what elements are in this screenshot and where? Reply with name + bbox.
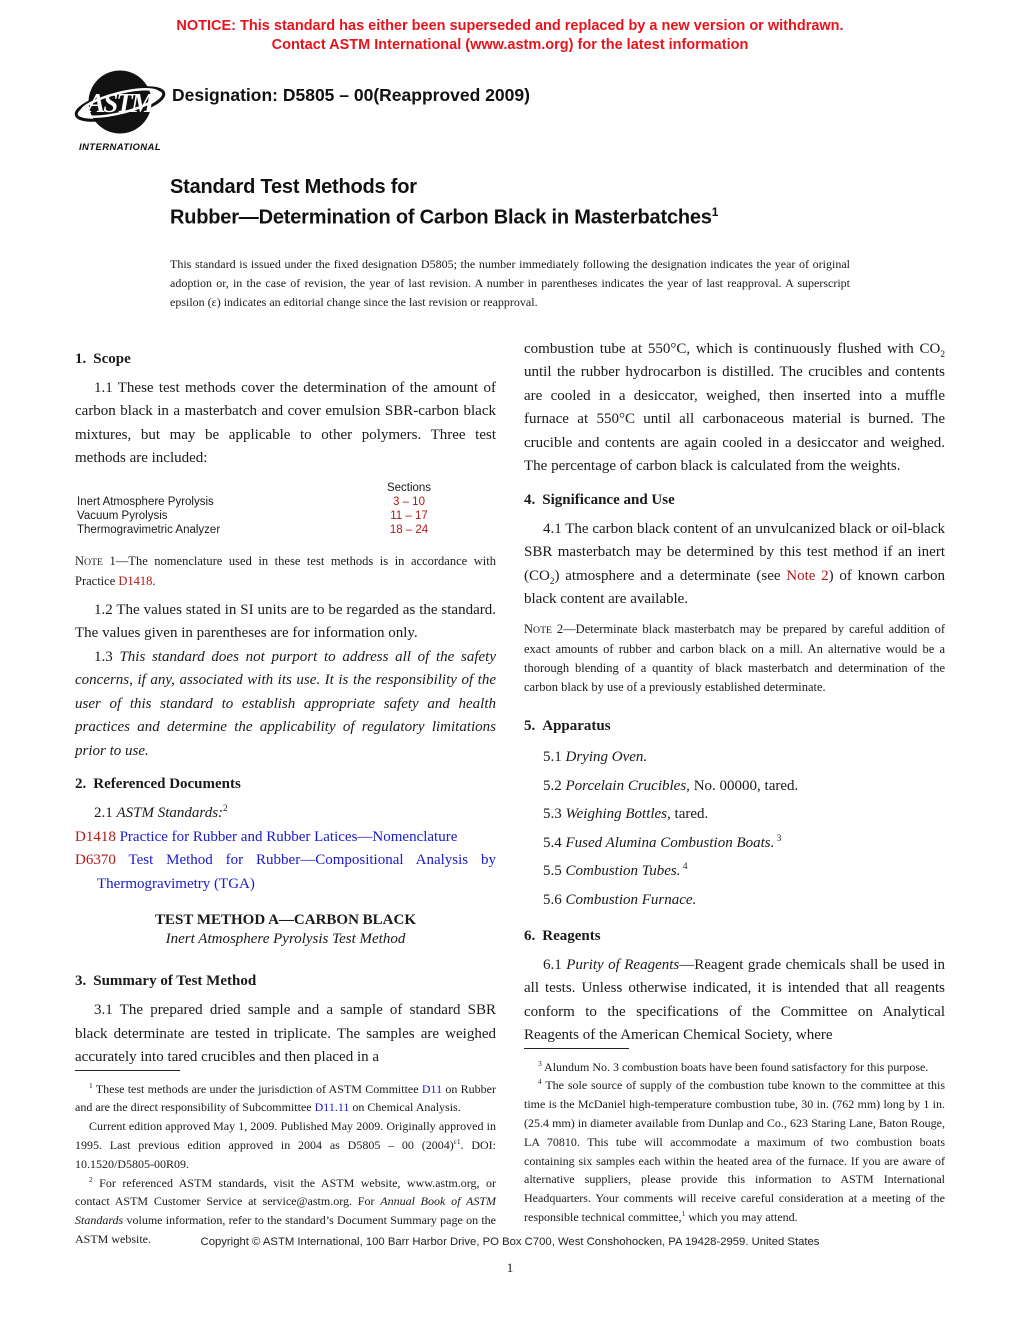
text-segment: ε1 <box>453 1137 461 1147</box>
text-segment: 5.1 <box>543 749 566 766</box>
text-segment: Current edition approved May 1, 2009. Published May 2009. Originally approved in 1995. Last previous edition approved in 2004 as D5805 – 00 (2004) <box>75 1119 496 1153</box>
text-segment: For referenced ASTM standards, visit the ASTM website, www.astm.org, or contact ASTM Customer Service at service@astm.org. For <box>75 1175 496 1209</box>
section-6-heading: 6. Reagents <box>524 927 601 944</box>
table-header-sections: Sections <box>386 481 432 494</box>
table-cell-range[interactable]: 18 – 24 <box>389 523 429 536</box>
paragraph-2-1 <box>75 802 496 826</box>
text-segment: —Reagent grade chemicals shall be used in all tests. Unless otherwise indicated, it is intended that all reagents conform to the specifications of the Committee on Analytical Reagents of the American Chemical Society, where <box>524 956 946 1044</box>
title-line-2: Rubber—Determination of Carbon Black in Masterbatches$^1$ <box>170 205 719 229</box>
text-segment: Weighing Bottles, <box>565 806 671 823</box>
text-segment: Fused Alumina Combustion Boats. <box>565 834 775 851</box>
text-segment: 2 <box>89 1174 93 1184</box>
text-segment: 2 <box>549 576 555 587</box>
astm-logo-subtext: INTERNATIONAL <box>78 142 162 153</box>
footnote-rule <box>524 1048 629 1049</box>
footnote-4 <box>524 1076 945 1226</box>
text-segment: on Chemical Analysis. <box>349 1100 461 1115</box>
text-segment: until the rubber hydrocarbon is distilled. The crucibles and contents are cooled in a desiccator, weighed, then inserted into a muffle furnace at 550°C until all carbonaceous material is burned. The crucible and contents are again cooled in a desiccator and weighed. The percentage of carbon black is calculated from the weights. <box>524 364 945 475</box>
footnote-1 <box>75 1080 496 1118</box>
reference-d6370 <box>75 849 496 896</box>
text-segment: OTE <box>533 624 552 636</box>
text-segment: 1 <box>89 1080 93 1090</box>
text-segment: ) of known carbon black content are available. <box>524 567 945 608</box>
issuance-preamble: This standard is issued under the fixed designation D5805; the number immediately following the designation indicates the year of original adoption or, in the case of revision, the year of last revision. A number in parentheses indicates the year of last reapproval. A superscript epsilon (ε) indicates an editorial change since the last revision or reapproval. <box>170 256 850 309</box>
text-segment: 4.1 The carbon black content of an unvulcanized black or oil-black SBR masterbatch may be determined by this test method if an inert (CO <box>524 520 945 584</box>
text-segment: 6.1 <box>543 956 567 973</box>
right-footnotes <box>524 1048 945 1227</box>
text-segment: which you may attend. <box>685 1210 798 1225</box>
paragraph-1-3 <box>75 646 496 764</box>
text-segment: volume information, refer to the standard’s Document Summary page on the ASTM website. <box>75 1213 496 1247</box>
text-segment: OTE <box>84 556 103 568</box>
table-cell-label: Thermogravimetric Analyzer <box>77 523 221 536</box>
text-segment: Alundum No. 3 combustion boats have been found satisfactory for this purpose. <box>541 1059 929 1074</box>
text-segment: 2.1 <box>94 805 117 822</box>
text-segment: 5.5 <box>543 863 566 880</box>
text-segment: 1.1 These test methods cover the determination of the amount of carbon black in a masterbatch and cover emulsion SBR-carbon black mixtures, but may be applicable to other polymers. Three test methods are included: <box>75 379 496 467</box>
text-segment: . DOI: 10.1520/D5805-00R09. <box>75 1138 497 1171</box>
title-footnote-ref[interactable]: 1 <box>711 205 719 219</box>
text-segment: ASTM Standards: <box>116 805 224 822</box>
inline-link[interactable]: D11 <box>421 1081 443 1096</box>
text-segment: combustion tube at 550°C, which is continuously flushed with CO <box>524 340 941 357</box>
table-row <box>77 523 494 537</box>
text-segment: on Rubber and are the direct responsibility of Subcommittee <box>75 1081 496 1115</box>
paragraph-3-1 <box>75 999 496 1070</box>
text-segment: 3.1 The prepared dried sample and a sample of standard SBR black determinate are tested in triplicate. The samples are weighed accurately into tared crucibles and then placed in a <box>75 1002 496 1066</box>
apparatus-item-5-4 <box>524 832 945 856</box>
apparatus-item-5-2 <box>524 775 945 799</box>
notice-line-2: Contact ASTM International (www.astm.org) for the latest information <box>271 37 749 53</box>
text-segment: 5.4 <box>543 834 566 851</box>
section-5-heading: 5. Apparatus <box>524 717 611 734</box>
section-3-heading: 3. Summary of Test Method <box>75 973 257 990</box>
notice-line-1: NOTICE: This standard has either been superseded and replaced by a new version or withdrawn. <box>176 18 844 34</box>
text-segment: Combustion Furnace. <box>565 891 697 908</box>
table-row <box>77 509 494 523</box>
text-segment: . <box>152 573 156 588</box>
table-cell-label: Vacuum Pyrolysis <box>77 509 168 522</box>
page-number: 1 <box>506 1260 514 1275</box>
text-segment: tared. <box>670 806 709 823</box>
astm-globe-icon <box>74 69 166 139</box>
masthead <box>0 69 1020 159</box>
section-4-heading: 4. Significance and Use <box>524 491 675 508</box>
paragraph-1-1 <box>75 377 496 471</box>
text-segment: Combustion Tubes. <box>565 863 681 880</box>
table-cell-range[interactable]: 3 – 10 <box>393 495 425 508</box>
note-1 <box>75 552 496 591</box>
title-line-1: Standard Test Methods for <box>170 176 417 198</box>
text-segment: 2 <box>223 804 228 815</box>
paragraph-1-2 <box>75 599 496 646</box>
text-segment: 3 <box>774 833 782 844</box>
table-row <box>77 495 494 509</box>
table-cell-range[interactable]: 11 – 17 <box>390 509 428 522</box>
page-footer <box>0 1236 1020 1276</box>
inline-link[interactable]: D1418 <box>118 573 153 588</box>
apparatus-item-5-3 <box>524 803 945 827</box>
section-2-heading: 2. Referenced Documents <box>75 776 241 793</box>
table-cell-label: Inert Atmosphere Pyrolysis <box>77 495 214 508</box>
apparatus-item-5-6 <box>524 889 945 913</box>
text-segment: 5.3 <box>543 806 566 823</box>
left-column <box>75 338 497 1247</box>
reference-d1418 <box>75 826 496 850</box>
text-segment: Annual Book of ASTM Standards <box>75 1194 497 1228</box>
text-segment: This standard does not purport to address all of the safety concerns, if any, associated with its use. It is the responsibility of the user of this standard to establish appropriate safety and health practices and determine the applicability of regulatory limitations prior to use. <box>75 648 497 759</box>
inline-link[interactable]: Test Method for Rubber—Compositional Analysis by Thermogravimetry (TGA) <box>97 852 496 892</box>
table-header-row <box>77 481 494 495</box>
paragraph-3-1-continued <box>524 338 945 479</box>
paragraph-6-1 <box>524 954 945 1048</box>
text-segment: 5.2 <box>543 777 566 794</box>
supersession-notice <box>0 17 1020 55</box>
astm-logo-text: ASTM <box>87 88 153 118</box>
text-segment: No. 00000, tared. <box>689 777 799 794</box>
designation-line: Designation: D5805 – 00(Reapproved 2009) <box>172 85 530 105</box>
text-segment: 3 <box>538 1058 542 1068</box>
text-segment: 2 <box>940 349 945 360</box>
apparatus-item-5-1 <box>524 746 945 770</box>
text-segment: 4 <box>538 1077 542 1087</box>
section-1-heading: 1. Scope <box>75 350 131 367</box>
inline-link[interactable]: D1418 <box>75 828 116 845</box>
text-segment: Drying Oven. <box>565 749 648 766</box>
paragraph-4-1 <box>524 518 945 612</box>
text-segment: 1 <box>681 1209 686 1219</box>
text-segment: 5.6 <box>543 891 566 908</box>
astm-logo <box>73 69 167 153</box>
footnote-rule <box>75 1070 180 1071</box>
test-method-a-heading: TEST METHOD A—CARBON BLACK <box>154 912 417 929</box>
text-segment: N <box>524 621 534 636</box>
copyright-line: Copyright © ASTM International, 100 Barr Harbor Drive, PO Box C700, West Conshohocken, PA 19428-2959. United States <box>200 1236 820 1248</box>
inline-link[interactable]: Note 2 <box>786 567 829 584</box>
text-segment: The sole source of supply of the combustion tube known to the committee at this time is the McDaniel high-temperature combustion tube, 30 in. (762 mm) long by 1 in. (25.4 mm) in diameter available from Dunlap and Co., 623 Staring Lane, Baton Rouge, LA 70810. This tube will accommodate a maximum of two combustion boats containing six samples each within the heated area of the furnace. If you are aware of alternative suppliers, please provide this information to ASTM International Headquarters. Your comments will receive careful consideration at a meeting of the responsible technical committee, <box>524 1078 945 1225</box>
text-segment: Purity of Reagents <box>566 956 680 973</box>
right-column <box>524 338 946 1225</box>
text-segment: 2—Determinate black masterbatch may be prepared by careful addition of exact amounts of rubber and carbon black on a mill. An alternative would be a thorough blending of a quantity of black masterbatch and determination of the carbon black by use of a previously established determinate. <box>524 621 945 694</box>
inline-link[interactable]: Practice for Rubber and Rubber Latices—Nomenclature <box>115 828 458 845</box>
text-segment: 4 <box>680 862 688 873</box>
text-segment: N <box>75 553 85 568</box>
standard-title <box>170 175 1020 231</box>
text-segment: ) atmosphere and a determinate (see <box>554 567 787 584</box>
scope-sections-table <box>77 481 494 537</box>
test-method-a-subheading: Inert Atmosphere Pyrolysis Test Method <box>165 931 406 948</box>
text-segment: These test methods are under the jurisdiction of ASTM Committee <box>92 1081 422 1096</box>
text-segment: Porcelain Crucibles, <box>565 777 690 794</box>
text-segment: 1.2 The values stated in SI units are to be regarded as the standard. The values given in parentheses are for information only. <box>75 601 496 642</box>
footnote-3 <box>524 1058 945 1077</box>
left-footnotes <box>75 1070 496 1249</box>
text-segment: 1.3 <box>94 648 120 665</box>
inline-link[interactable]: D6370 <box>75 852 116 869</box>
note-2 <box>524 620 945 697</box>
apparatus-item-5-5 <box>524 860 945 884</box>
footnote-edition <box>75 1117 496 1173</box>
inline-link[interactable]: D11.11 <box>314 1100 350 1115</box>
text-segment: 1—The nomenclature used in these test methods is in accordance with Practice <box>75 553 496 588</box>
